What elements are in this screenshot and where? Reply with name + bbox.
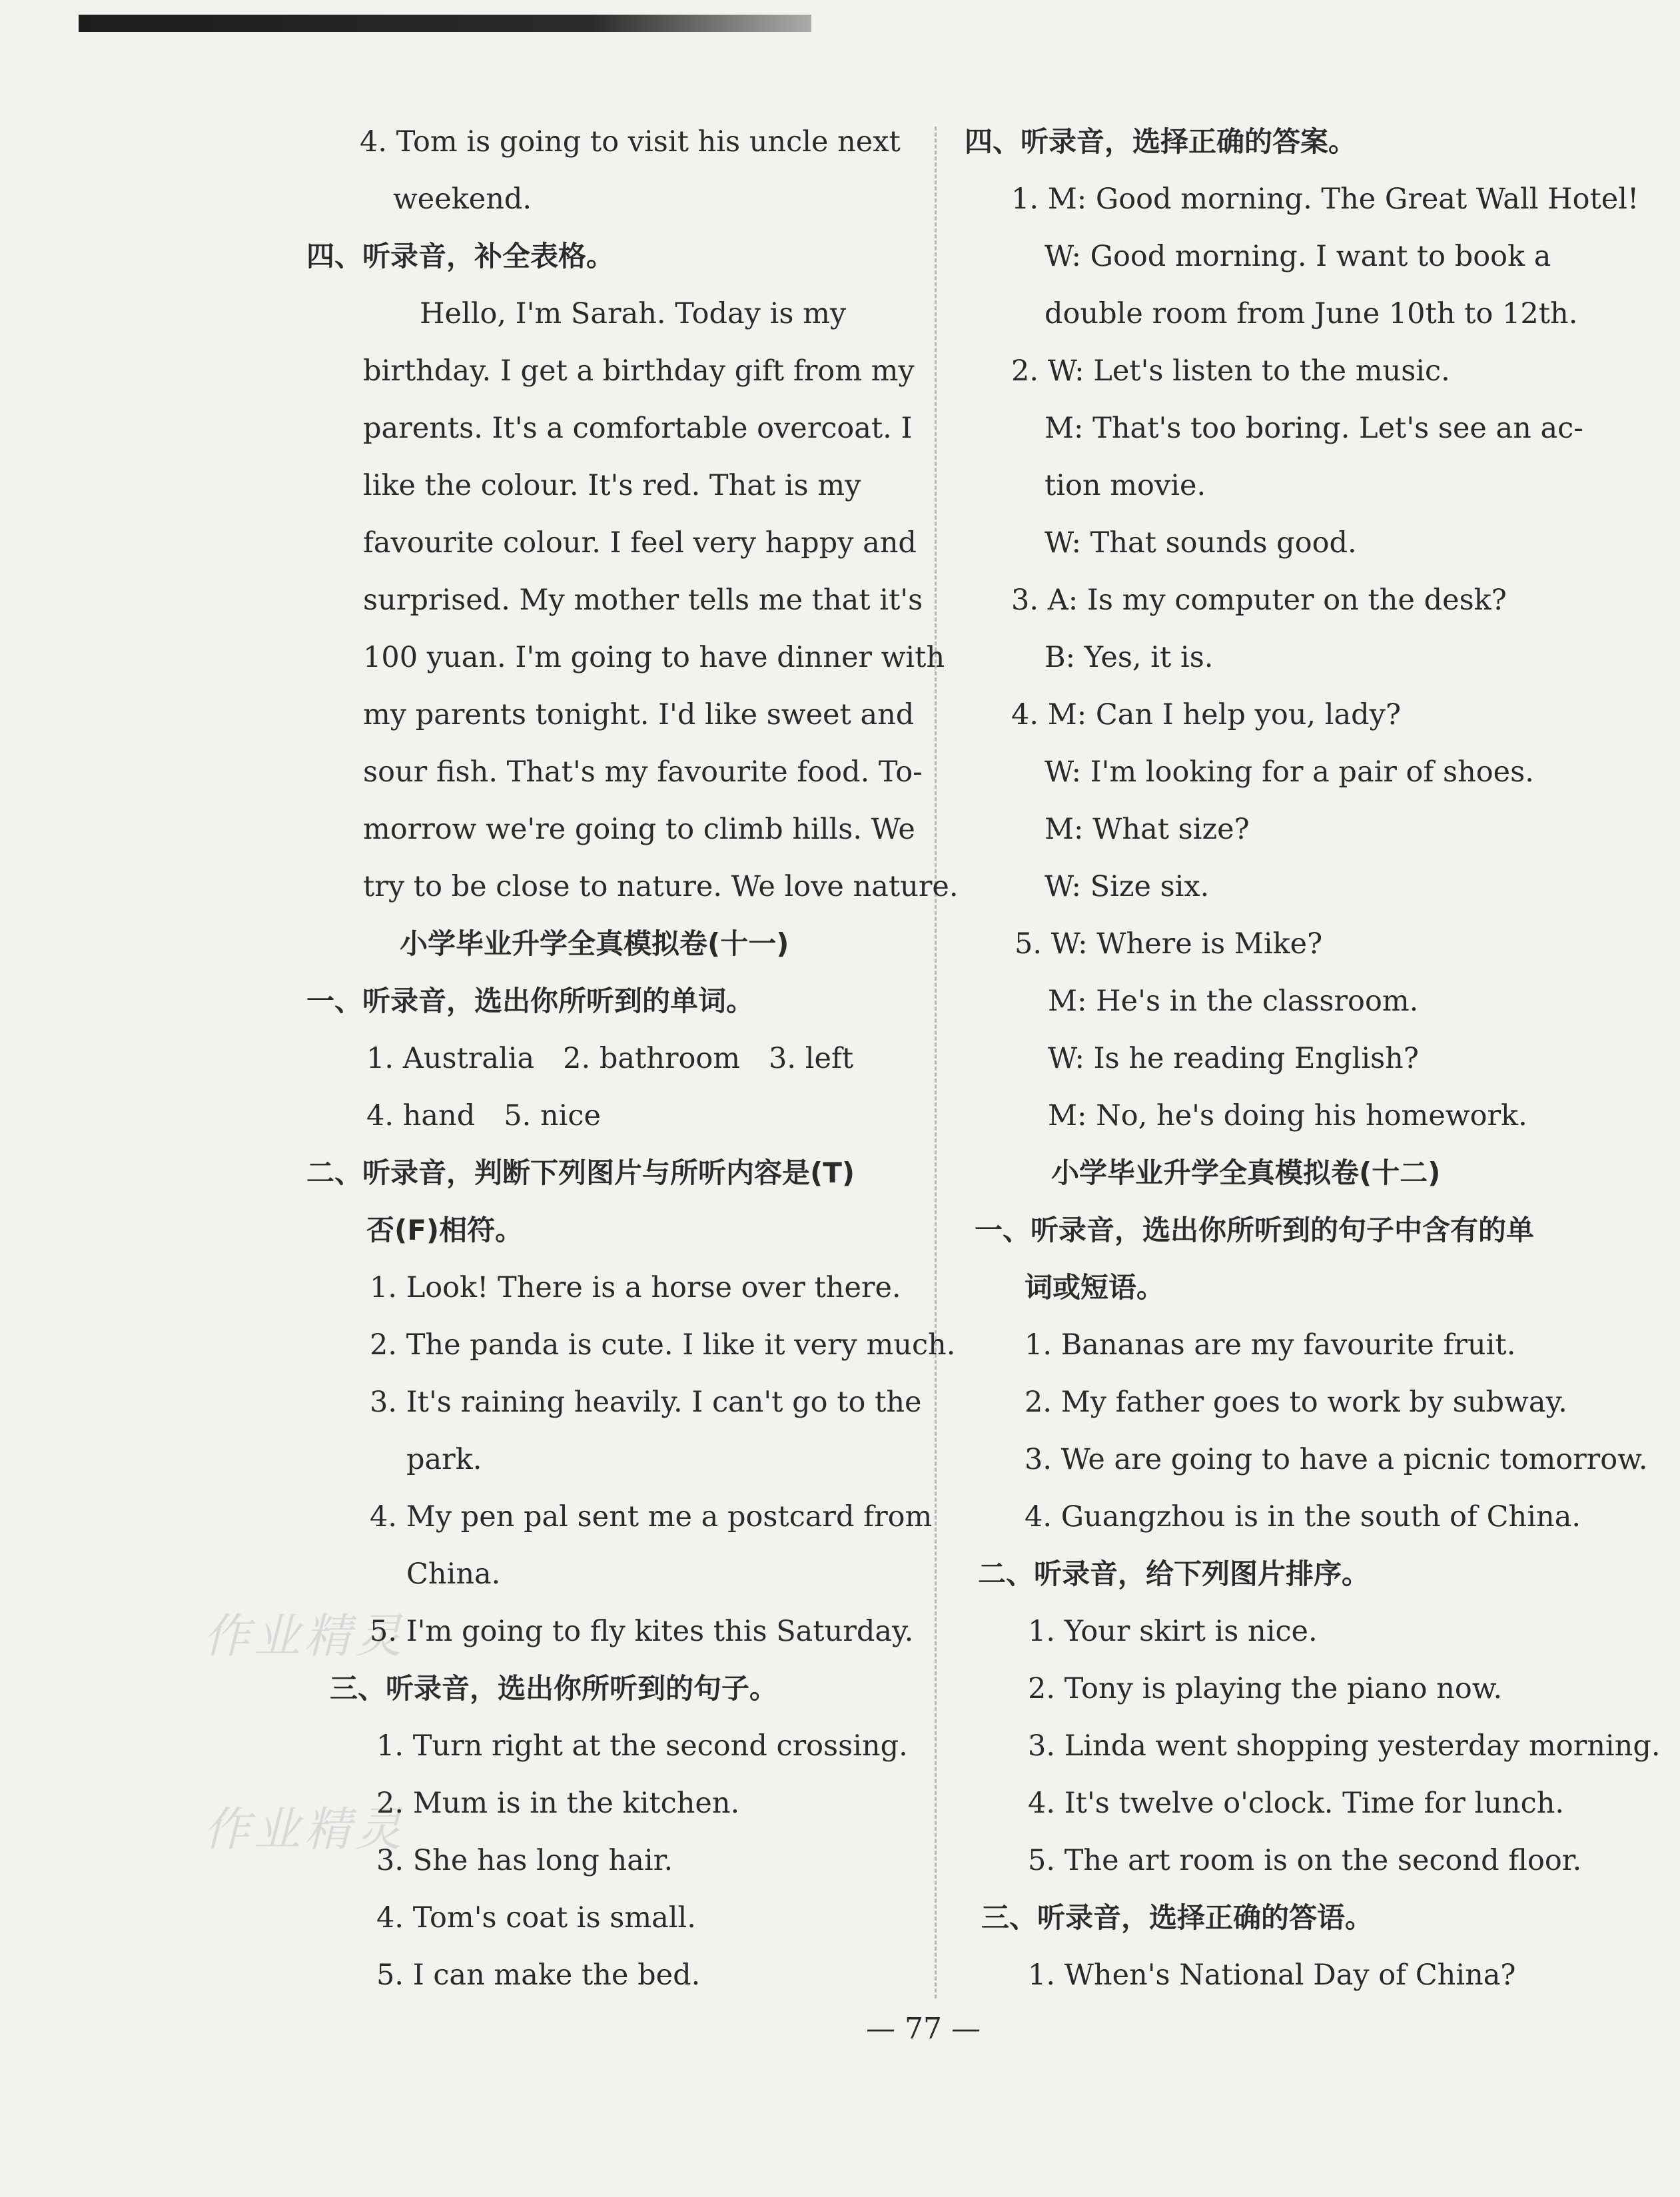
list-item: 4. It's twelve o'clock. Time for lunch. bbox=[1028, 1787, 1565, 1820]
list-item: 1. Your skirt is nice. bbox=[1028, 1615, 1318, 1648]
section-heading: 词或短语。 bbox=[1025, 1271, 1165, 1304]
list-item: 3. It's raining heavily. I can't go to the bbox=[370, 1386, 922, 1419]
dialogue-line: 1. M: Good morning. The Great Wall Hotel! bbox=[1011, 183, 1639, 216]
watermark-logo: 作业精灵 bbox=[203, 1802, 406, 1857]
list-item: 1. Bananas are my favourite fruit. bbox=[1025, 1328, 1516, 1362]
passage-line: like the colour. It's red. That is my bbox=[363, 469, 861, 502]
dialogue-line: W: Is he reading English? bbox=[1048, 1042, 1419, 1075]
passage-line: birthday. I get a birthday gift from my bbox=[363, 354, 915, 388]
list-item: 2. The panda is cute. I like it very much. bbox=[370, 1328, 956, 1362]
list-item: 3. We are going to have a picnic tomorrow. bbox=[1025, 1443, 1648, 1476]
word-list: 4. hand 5. nice bbox=[366, 1099, 601, 1132]
passage-line: Hello, I'm Sarah. Today is my bbox=[420, 297, 847, 330]
top-bar-decoration bbox=[79, 15, 811, 32]
list-item: 2. Tony is playing the piano now. bbox=[1028, 1672, 1503, 1705]
passage-line: 100 yuan. I'm going to have dinner with bbox=[363, 641, 945, 674]
text-line: 4. Tom is going to visit his uncle next bbox=[360, 125, 901, 159]
passage-line: my parents tonight. I'd like sweet and bbox=[363, 698, 915, 731]
section-heading: 一、听录音，选出你所听到的单词。 bbox=[306, 985, 755, 1017]
dialogue-line: W: Good morning. I want to book a bbox=[1045, 240, 1551, 273]
column-divider bbox=[935, 127, 937, 1998]
list-item: 2. Mum is in the kitchen. bbox=[376, 1787, 740, 1820]
paper-title: 小学毕业升学全真模拟卷(十一) bbox=[400, 927, 789, 960]
list-item: 1. Look! There is a horse over there. bbox=[370, 1271, 901, 1304]
list-item: 3. Linda went shopping yesterday morning. bbox=[1028, 1729, 1661, 1763]
dialogue-line: W: That sounds good. bbox=[1045, 526, 1357, 560]
dialogue-line: M: No, he's doing his homework. bbox=[1048, 1099, 1527, 1132]
section-heading: 二、听录音，给下列图片排序。 bbox=[978, 1557, 1370, 1590]
list-item: 2. My father goes to work by subway. bbox=[1025, 1386, 1567, 1419]
passage-line: surprised. My mother tells me that it's bbox=[363, 584, 923, 617]
dialogue-line: M: That's too boring. Let's see an ac- bbox=[1045, 412, 1583, 445]
watermark-logo: 作业精灵 bbox=[203, 1609, 406, 1663]
word-list: 1. Australia 2. bathroom 3. left bbox=[366, 1042, 854, 1075]
text-line: weekend. bbox=[393, 183, 532, 216]
dialogue-line: 2. W: Let's listen to the music. bbox=[1011, 354, 1450, 388]
passage-line: morrow we're going to climb hills. We bbox=[363, 813, 915, 846]
section-heading: 四、听录音，补全表格。 bbox=[306, 240, 615, 272]
section-heading: 否(F)相符。 bbox=[366, 1214, 524, 1246]
list-item: 5. The art room is on the second floor. bbox=[1028, 1844, 1582, 1877]
dialogue-line: W: Size six. bbox=[1045, 870, 1210, 903]
passage-line: try to be close to nature. We love nature. bbox=[363, 870, 959, 903]
paper-title: 小学毕业升学全真模拟卷(十二) bbox=[1051, 1156, 1441, 1189]
passage-line: sour fish. That's my favourite food. To- bbox=[363, 755, 923, 789]
list-item: China. bbox=[406, 1557, 501, 1591]
list-item: 4. Guangzhou is in the south of China. bbox=[1025, 1500, 1581, 1534]
section-heading: 二、听录音，判断下列图片与所听内容是(T) bbox=[306, 1156, 855, 1189]
dialogue-line: 4. M: Can I help you, lady? bbox=[1011, 698, 1401, 731]
dialogue-line: 5. W: Where is Mike? bbox=[1015, 927, 1323, 961]
list-item: 4. My pen pal sent me a postcard from bbox=[370, 1500, 933, 1534]
dialogue-line: tion movie. bbox=[1045, 469, 1206, 502]
list-item: park. bbox=[406, 1443, 482, 1476]
dialogue-line: W: I'm looking for a pair of shoes. bbox=[1045, 755, 1534, 789]
list-item: 1. Turn right at the second crossing. bbox=[376, 1729, 908, 1763]
dialogue-line: B: Yes, it is. bbox=[1045, 641, 1214, 674]
page-number: — 77 — bbox=[866, 2012, 981, 2046]
dialogue-line: M: What size? bbox=[1045, 813, 1250, 846]
passage-line: parents. It's a comfortable overcoat. I bbox=[363, 412, 913, 445]
section-heading: 一、听录音，选出你所听到的句子中含有的单 bbox=[975, 1214, 1535, 1246]
list-item: 4. Tom's coat is small. bbox=[376, 1901, 696, 1935]
dialogue-line: 3. A: Is my computer on the desk? bbox=[1011, 584, 1507, 617]
list-item: 5. I can make the bed. bbox=[376, 1959, 701, 1992]
dialogue-line: M: He's in the classroom. bbox=[1048, 985, 1419, 1018]
passage-line: favourite colour. I feel very happy and bbox=[363, 526, 917, 560]
list-item: 3. She has long hair. bbox=[376, 1844, 673, 1877]
section-heading: 三、听录音，选出你所听到的句子。 bbox=[330, 1672, 778, 1705]
list-item: 1. When's National Day of China? bbox=[1028, 1959, 1516, 1992]
section-heading: 三、听录音，选择正确的答语。 bbox=[981, 1901, 1374, 1934]
section-heading: 四、听录音，选择正确的答案。 bbox=[965, 125, 1357, 158]
list-item: 5. I'm going to fly kites this Saturday. bbox=[370, 1615, 914, 1648]
dialogue-line: double room from June 10th to 12th. bbox=[1045, 297, 1578, 330]
